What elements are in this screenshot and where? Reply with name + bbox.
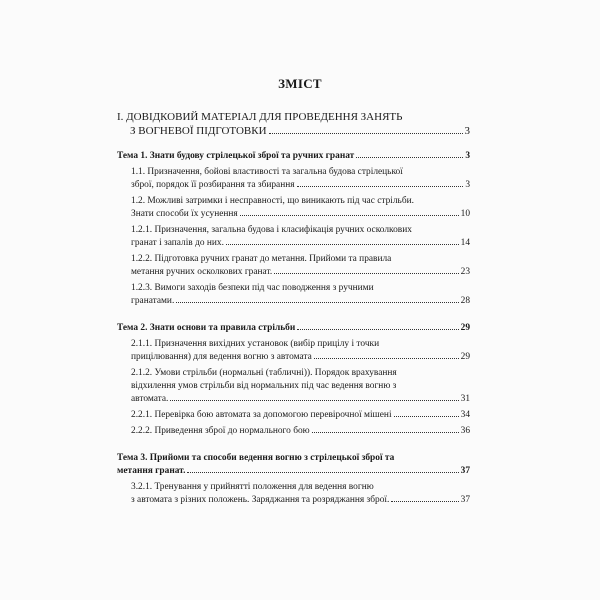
leader-dots	[312, 432, 459, 433]
page-number: 31	[460, 394, 470, 404]
toc-item-line: гранат і запалів до них.	[131, 238, 224, 248]
page-number: 29	[460, 352, 470, 362]
leader-dots	[176, 302, 458, 303]
toc-item[interactable]	[131, 338, 470, 364]
toc-item-line: 1.2.1. Призначення, загальна будова і класифікація ручних осколкових	[131, 225, 412, 235]
toc-item-line: 2.2.2. Приведення зброї до нормального бою	[131, 426, 310, 436]
page-number: 34	[460, 410, 470, 420]
leader-dots	[170, 400, 458, 401]
toc-topic-title: Тема 2. Знати основи та правила стрільби	[117, 323, 296, 333]
leader-dots	[226, 244, 459, 245]
toc-item[interactable]	[131, 166, 470, 192]
toc-item-line: прицілювання) для ведення вогню з автомата	[131, 352, 312, 362]
toc-item-line: 2.1.2. Умови стрільби (нормальні (табличні)). Порядок врахування	[131, 368, 397, 378]
toc-item[interactable]	[131, 195, 470, 221]
page-number: 37	[460, 495, 470, 505]
toc-item-line: метання ручних осколкових гранат.	[131, 267, 273, 277]
toc-item-line: 1.2.2. Підготовка ручних гранат до метання. Прийоми та правила	[131, 254, 392, 264]
page-title: ЗМІСТ	[278, 76, 322, 91]
toc-item[interactable]	[131, 224, 470, 250]
toc-item-line: зброї, порядок її розбирання та збирання	[131, 180, 295, 190]
toc-topic-1[interactable]	[117, 150, 470, 163]
leader-dots	[297, 329, 458, 330]
toc-item-line: 3.2.1. Тренування у прийнятті положення для ведення вогню	[131, 482, 374, 492]
toc-item-line: Знати способи їх усунення	[131, 209, 238, 219]
toc-item-line: 1.2.3. Вимоги заходів безпеки під час поводження з ручними	[131, 283, 374, 293]
leader-dots	[240, 215, 459, 216]
leader-dots	[314, 358, 459, 359]
toc-item-line: 2.1.1. Призначення вихідних установок (вибір прицілу і точки	[131, 339, 380, 349]
toc-topic-3[interactable]	[117, 452, 470, 478]
toc-topic-2[interactable]	[117, 322, 470, 335]
toc-item-line: відхилення умов стрільби від нормальних під час ведення вогню з	[131, 381, 397, 391]
toc-item[interactable]	[131, 253, 470, 279]
toc-topic-title: Тема 1. Знати будову стрілецької зброї та ручних гранат	[117, 151, 355, 161]
toc-item-line: 1.2. Можливі затримки і несправності, що виникають під час стрільби.	[131, 196, 414, 206]
leader-dots	[274, 273, 458, 274]
page-number: 10	[460, 209, 470, 219]
leader-dots	[297, 186, 464, 187]
page-number: 37	[460, 466, 470, 476]
page-number: 3	[465, 151, 470, 161]
leader-dots	[391, 501, 458, 502]
toc-item-line: автомата.	[131, 394, 169, 404]
toc-section-intro-line1: І. ДОВІДКОВИЙ МАТЕРІАЛ ДЛЯ ПРОВЕДЕННЯ ЗАНЯТЬ	[117, 111, 403, 123]
page-number: 23	[460, 267, 470, 277]
table-of-contents	[117, 110, 470, 507]
leader-dots	[394, 416, 459, 417]
toc-topic-title: Тема 3. Прийоми та способи ведення вогню з стрілецької зброї та	[117, 453, 395, 463]
leader-dots	[356, 157, 463, 158]
toc-item[interactable]	[131, 425, 470, 438]
toc-section-intro[interactable]	[117, 110, 470, 138]
page-number: 14	[460, 238, 470, 248]
page-number: 29	[460, 323, 470, 333]
toc-section-intro-line2: З ВОГНЕВОЇ ПІДГОТОВКИ	[130, 125, 267, 137]
toc-topic-title-cont: метання гранат.	[117, 466, 186, 476]
toc-item[interactable]	[131, 481, 470, 507]
page-number: 3	[464, 125, 470, 137]
leader-dots	[187, 472, 458, 473]
toc-item[interactable]	[131, 367, 470, 406]
toc-item[interactable]	[131, 282, 470, 308]
page-number: 36	[460, 426, 470, 436]
toc-item-line: гранатами.	[131, 296, 175, 306]
page-number: 3	[465, 180, 470, 190]
toc-item-line: 2.2.1. Перевірка бою автомата за допомогою перевірочної мішені	[131, 410, 392, 420]
leader-dots	[269, 133, 463, 134]
toc-item[interactable]	[131, 409, 470, 422]
toc-item-line: з автомата з різних положень. Заряджання та розряджання зброї.	[131, 495, 390, 505]
toc-item-line: 1.1. Призначення, бойові властивості та загальна будова стрілецької	[131, 167, 403, 177]
page-number: 28	[460, 296, 470, 306]
